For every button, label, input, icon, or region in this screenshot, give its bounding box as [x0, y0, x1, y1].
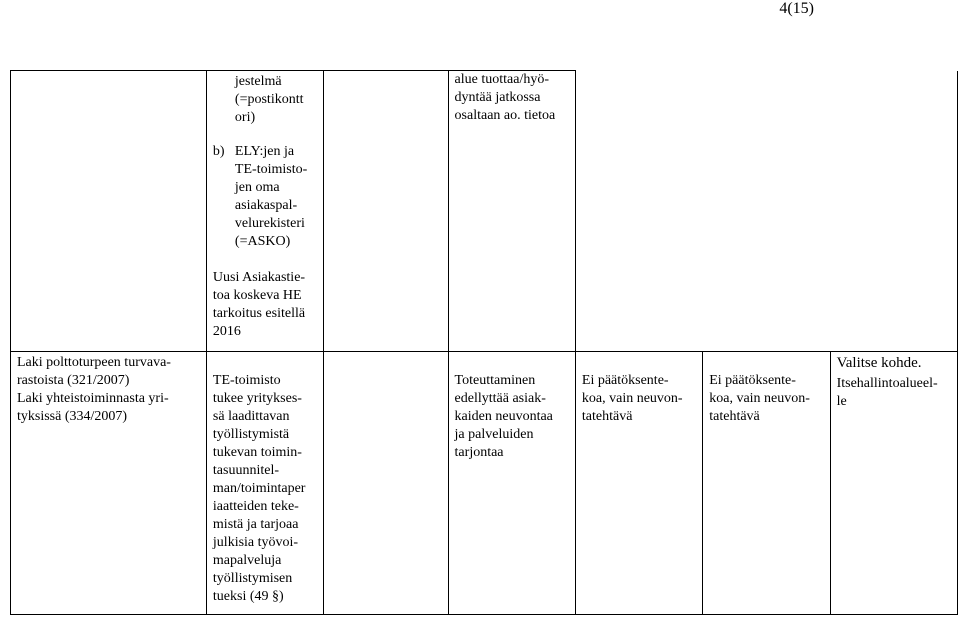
text-line: julkisia työvoi-	[212, 535, 299, 550]
text-line: sä laadittavan	[212, 409, 290, 424]
new-customer-info-note	[213, 269, 318, 341]
text-line: jestelmä	[234, 74, 282, 89]
cell-empty	[324, 71, 448, 352]
text-line: velurekisteri	[234, 216, 305, 231]
text-line: Laki yhteistoiminnasta yri-	[17, 391, 169, 406]
cell-implementation	[448, 352, 575, 615]
text-line: Itsehallintoalueel-	[836, 376, 938, 391]
text-line: osaltaan ao. tietoa	[454, 108, 556, 123]
text-line: tarkoitus esitellä	[212, 306, 306, 321]
text-line: Ei päätöksente-	[581, 373, 669, 388]
list-item-text	[235, 143, 307, 251]
cell-law-empty	[11, 71, 207, 352]
text-line: TE-toimisto-	[234, 162, 308, 177]
cell-law	[11, 352, 207, 615]
text-line: ELY:jen ja	[234, 144, 295, 159]
text-line: tukevan toimin-	[212, 445, 302, 460]
text-line: mapalveluja	[212, 553, 282, 568]
text-line: alue tuottaa/hyö-	[454, 72, 550, 87]
document-table	[10, 70, 958, 615]
text-line: Uusi Asiakastie-	[212, 270, 306, 285]
list-marker: b)	[212, 144, 225, 159]
text-line: työllistymisen	[212, 571, 293, 586]
text-line: ja palveluiden	[454, 427, 534, 442]
text-line: tukee yritykses-	[212, 391, 302, 406]
list-item-b	[213, 143, 318, 251]
text-line: dyntää jatkossa	[454, 90, 541, 105]
text-line: tueksi (49 §)	[212, 589, 284, 604]
text-line: tatehtävä	[709, 409, 760, 424]
cell-empty	[324, 352, 448, 615]
cell-decision-making	[575, 352, 702, 615]
text-line: jen oma	[234, 180, 280, 195]
text-line: edellyttää asiak-	[454, 391, 546, 406]
text-line: tatehtävä	[581, 409, 633, 424]
text-line: ori)	[234, 110, 256, 125]
text-line: työllistymistä	[212, 427, 290, 442]
text-line: iaatteiden teke-	[212, 499, 299, 514]
text-line: le	[836, 394, 847, 409]
text-line: Laki polttoturpeen turvava-	[17, 355, 171, 370]
cell-data-production	[448, 71, 575, 352]
text-line: kaiden neuvontaa	[454, 409, 553, 424]
text-line: Ei päätöksente-	[709, 373, 796, 388]
system-name-continued	[213, 71, 318, 127]
text-line: toa koskeva HE	[212, 288, 302, 303]
text-line: 2016	[212, 324, 241, 339]
cell-empty	[703, 71, 830, 352]
text-line: (=ASKO)	[234, 234, 291, 249]
cell-organizer	[830, 352, 957, 615]
page-number: 4(15)	[779, 0, 814, 17]
cell-systems	[206, 71, 324, 352]
cell-decision-making	[703, 352, 830, 615]
text-line: Toteuttaminen	[454, 373, 536, 388]
text-line: koa, vain neuvon-	[709, 391, 810, 406]
text-line: asiakaspal-	[234, 198, 298, 213]
cell-task-description	[206, 352, 324, 615]
table-row	[11, 352, 958, 615]
text-line: tarjontaa	[454, 445, 504, 460]
text-line: (=postikontt	[234, 92, 304, 107]
text-line: tyksissä (334/2007)	[17, 409, 128, 424]
text-line: tasuunnitel-	[212, 463, 280, 478]
text-line: man/toimintaper	[212, 481, 306, 496]
text-line: koa, vain neuvon-	[581, 391, 683, 406]
cell-empty	[575, 71, 702, 352]
table-row-continued	[11, 71, 958, 352]
choose-item-field[interactable]: Valitse kohde.	[836, 355, 922, 371]
text-line: TE-toimisto	[212, 373, 281, 388]
cell-empty	[830, 71, 957, 352]
text-line: mistä ja tarjoaa	[212, 517, 299, 532]
text-line: rastoista (321/2007)	[17, 373, 130, 388]
